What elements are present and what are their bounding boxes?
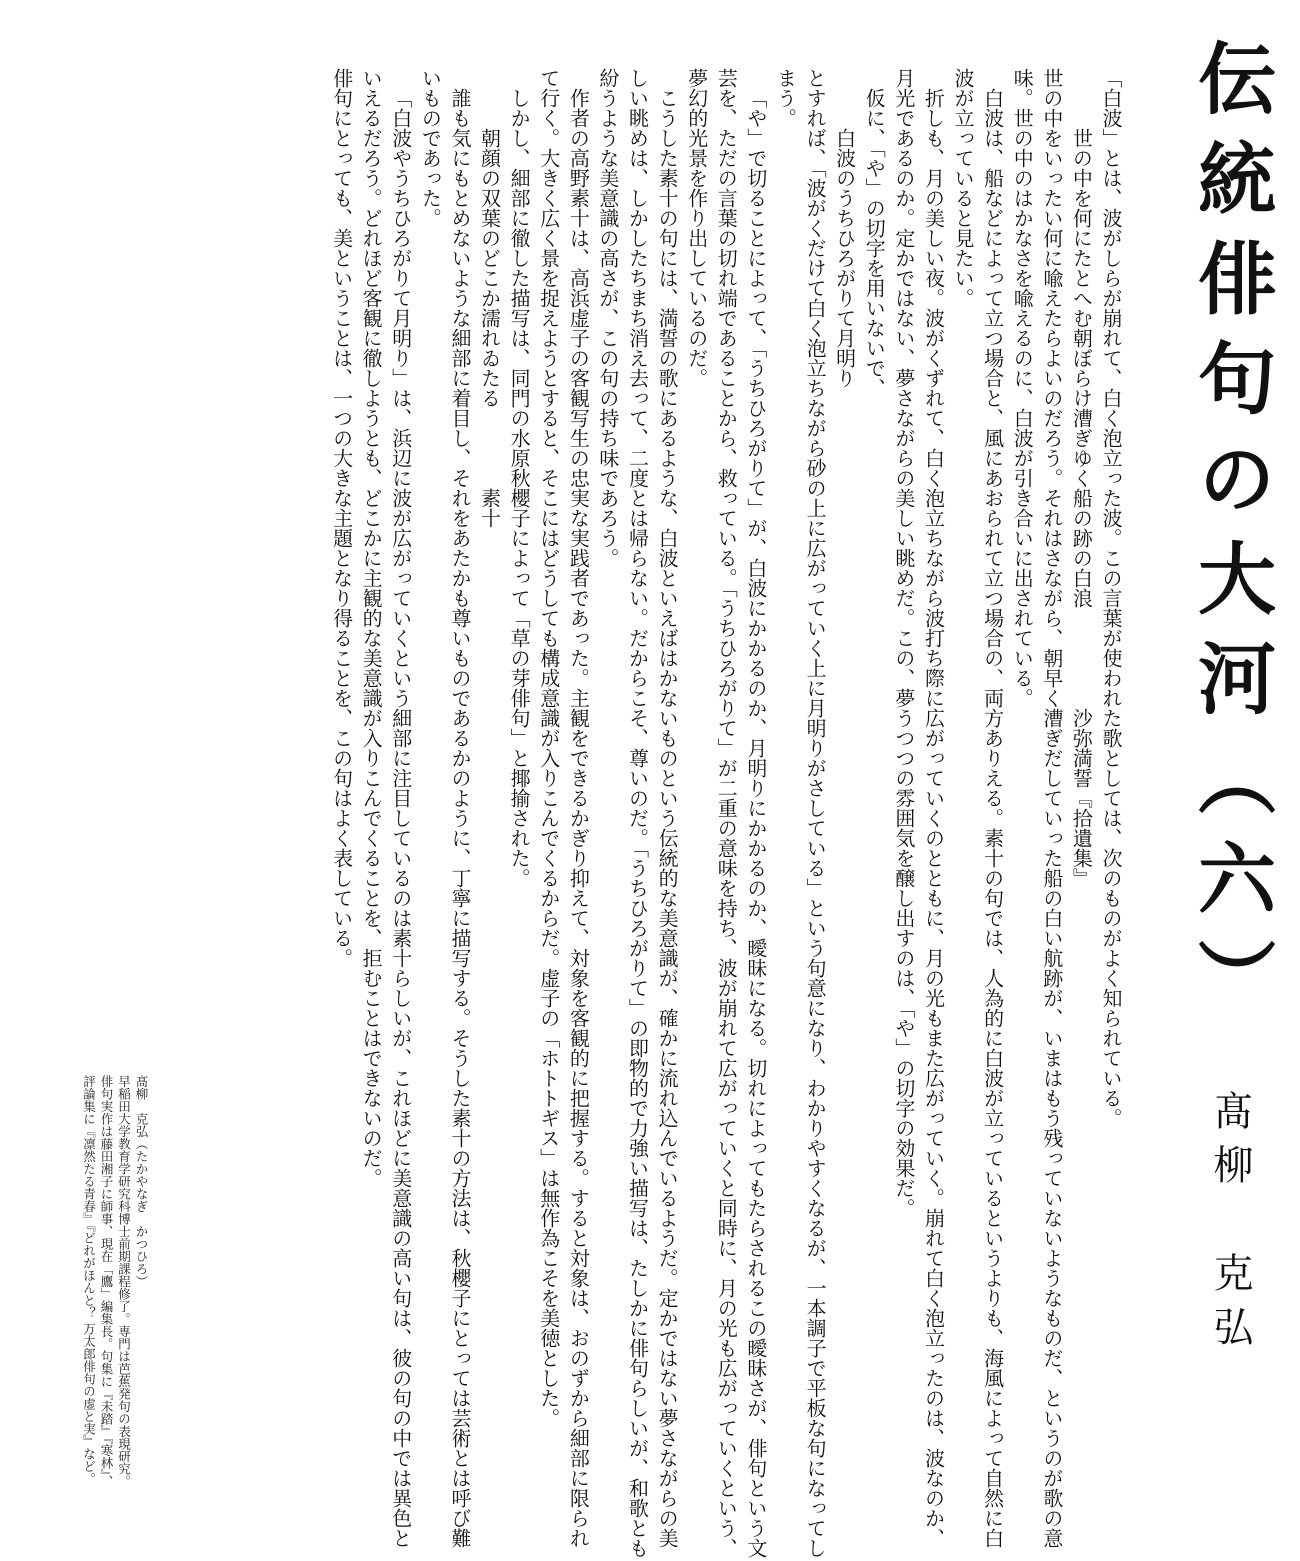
paragraph: 折しも、月の美しい夜。波がくずれて、白く泡立ちながら波打ち際に広がっていくのとともに、月の光もまた広がっていく。崩れて白く泡立ったのは、波なのか、月光であるのか。定かではない、夢さながらの美しい眺めだ。この、夢うつつの雰囲気を醸し出すのは、「や」の切字の効果だ。 — [891, 68, 946, 1548]
paragraph: 俳句にとっても、美ということは、一つの大きな主題となり得ることを、この句はよく表している。 — [329, 68, 354, 968]
haiku-text: 朝顔の双葉のどこか濡れゐたる — [477, 128, 502, 408]
haiku-author: 素十 — [477, 488, 502, 528]
paragraph: 「白波やうちひろがりて月明り」は、浜辺に波が広がっていくという細部に注目しているのは素十らしいが、これほどに美意識の高い句は、彼の句の中では異色といえるだろう。どれほど客観に徹しようとも、どこかに主観的な美意識が入りこんでくることを、拒むことはできないのだ。 — [359, 68, 413, 1548]
bio-line: 俳句実作は藤田湘子に師事、現在「鷹」編集長。句集に『未踏』『寒林』、 — [99, 1075, 114, 1488]
quoted-poem — [1066, 68, 1096, 1558]
paragraph: 「や」で切ることによって、「うちひろがりて」が、白波にかかるのか、月明りにかかるのか、曖昧になる。切れによってもたらされるこの曖昧さが、俳句という文芸を、ただの言葉の切れ端であることから、救っている。「うちひろがりて」が二重の意味を持ち、波が崩れて広がっていくと同時に、月の光も広がっていくという、夢幻的光景を作り出しているのだ。 — [684, 68, 768, 1558]
page-title: 伝統俳句の大河（六） — [1185, 38, 1276, 1038]
paragraph: こうした素十の句には、満誓の歌にあるような、白波といえばはかないものという伝統的な美意識が、確かに流れ込んでいるようだ。定かではない夢さながらの美しい眺めは、しかしたちまち消え去って、二度とは帰らない。だからこそ、尊いのだ。「うちひろがりて」の即物的で力強い描写は、たしかに俳句らしいが、和歌とも紛うような美意識の高さが、この句の持ち味であろう。 — [595, 68, 680, 1558]
author-name: 髙柳 克弘 — [1207, 1090, 1253, 1360]
paragraph: 誰も気にもとめないような細部に着目し、それをあたかも尊いものであるかのように、丁寧に描写する。そうした素十の方法は、秋櫻子にとっては芸術とは呼び難いものであった。 — [418, 68, 472, 1548]
quoted-haiku — [474, 68, 504, 1558]
paragraph: とすれば、「波がくだけて白く泡立ちながら砂の上に広がっていく上に月明りがさしている」という句意になり、わかりやすくなるが、一本調子で平板な句になってしまう。 — [773, 68, 828, 1558]
poem-text: 世の中を何にたとへむ朝ぼらけ漕ぎゆく船の跡の白浪 — [1069, 128, 1094, 608]
bio-line: 評論集に『凛然たる青春』『どれがほんと？ 万太郎俳句の虚と実』など。 — [81, 1075, 97, 1486]
paragraph: 「白波」とは、波がしらが崩れて、白く泡立った波。この言葉が使われた歌としては、次のものがよく知られている。 — [1099, 68, 1123, 1128]
essay-body — [125, 68, 1125, 1558]
poem-citation: 沙弥満誓『拾遺集』 — [1069, 708, 1094, 888]
bio-line: 早稲田大学教育学研究科博士前期課程修了。専門は芭蕉発句の表現研究。 — [116, 1075, 132, 1488]
paragraph: しかし、細部に徹した描写は、同門の水原秋櫻子によって「草の芽俳句」と揶揄された。 — [507, 88, 532, 888]
paragraph: 作者の高野素十は、高浜虚子の客観写生の忠実な実践者であった。主観をできるかぎり抑えて、対象を客観的に把握する。すると対象は、おのずから細部に限られて行く。大きく広く景を捉えようとすると、そこにはどうしても構成意識が入りこんでくるからだ。虚子の「ホトトギス」は無作為こそを美徳とした。 — [536, 68, 591, 1548]
paragraph: 仮に、「や」の切字を用いないで、 — [862, 88, 887, 398]
paragraph: 白波は、船などによって立つ場合と、風にあおられて立つ場合の、両方ありえる。素十の句では、人為的に白波が立っているというよりも、海風によって自然に白波が立っていると見たい。 — [951, 68, 1005, 1548]
paragraph: 世の中をいったい何に喩えたらよいのだろう。それはさながら、朝早く漕ぎだしていった船の白い航跡が、いまはもう残っていないようなものだ、というのが歌の意味。世の中のはかなさを喩えるのに、白波が引き合いに出されている。 — [1010, 68, 1064, 1548]
author-bio — [0, 1075, 150, 1555]
bio-name: 髙柳 克弘（たかやなぎ かつひろ） — [134, 1075, 149, 1288]
quoted-haiku: 白波のうちひろがりて月明り — [832, 128, 857, 388]
